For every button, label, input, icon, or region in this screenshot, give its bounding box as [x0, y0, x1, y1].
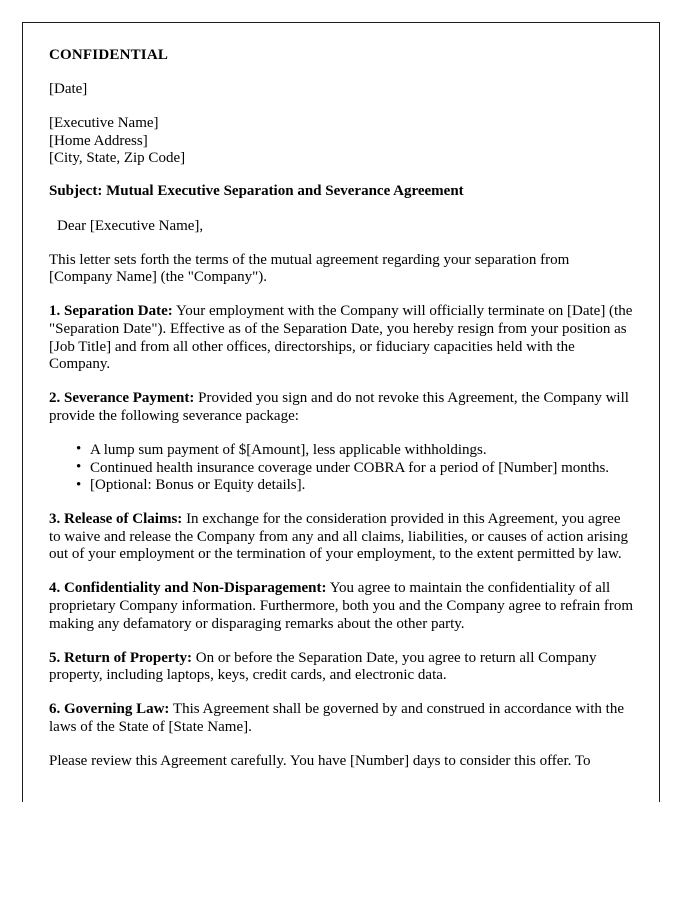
salutation: Dear [Executive Name], [57, 217, 204, 234]
section-release-of-claims [49, 511, 635, 564]
closing-paragraph: Please review this Agreement carefully. You have [Number] days to consider this offer. To [49, 753, 591, 770]
list-item: • Continued health insurance coverage under COBRA for a period of [Number] months. [49, 460, 635, 478]
section-heading: 6. Governing Law: [49, 701, 170, 718]
section-separation-date [49, 303, 635, 373]
intro-paragraph: This letter sets forth the terms of the mutual agreement regarding your separation from [Company Name] (the "Company"). [49, 251, 570, 286]
recipient-city-state-zip: [City, State, Zip Code] [49, 150, 186, 167]
section-body: In exchange for the consideration provided in this Agreement, you agree to waive and release the Company from any and all claims, liabilities, or causes of action arising out of your employment or the termination of your employment, to the extent permitted by law. [49, 511, 628, 563]
severance-bullet-list [49, 442, 635, 495]
section-heading: 4. Confidentiality and Non-Disparagement: [49, 580, 327, 597]
list-item: • [Optional: Bonus or Equity details]. [49, 477, 635, 495]
confidential-label: CONFIDENTIAL [49, 47, 169, 63]
recipient-address-block [49, 115, 635, 168]
section-body: Provided you sign and do not revoke this Agreement, the Company will provide the following severance package: [49, 390, 629, 424]
section-body: Your employment with the Company will officially terminate on [Date] (the "Separation Date"). Effective as of the Separation Date, you hereby resign from your position as [Job Title] and from all other offices, directorships, or fiduciary capacities held with the Company. [49, 303, 633, 373]
recipient-street-address: [Home Address] [49, 132, 148, 149]
section-severance-payment [49, 390, 635, 425]
section-heading: 3. Release of Claims: [49, 511, 183, 528]
section-heading: 1. Separation Date: [49, 303, 173, 320]
section-confidentiality-non-disparagement [49, 580, 635, 633]
section-return-of-property [49, 650, 635, 685]
section-heading: 2. Severance Payment: [49, 390, 195, 407]
document-frame [22, 22, 660, 802]
section-body: This Agreement shall be governed by and construed in accordance with the laws of the State of [State Name]. [49, 701, 624, 736]
document-body [49, 47, 635, 771]
list-item: • A lump sum payment of $[Amount], less applicable withholdings. [49, 442, 635, 460]
section-body: You agree to maintain the confidentiality of all proprietary Company information. Furthermore, both you and the Company agree to refrain from making any defamatory or disparaging remarks about the other party. [49, 580, 634, 632]
section-governing-law [49, 701, 635, 736]
subject-line: Subject: Mutual Executive Separation and Severance Agreement [49, 183, 464, 200]
recipient-name: [Executive Name] [49, 115, 159, 132]
date-placeholder: [Date] [49, 81, 88, 98]
section-body: On or before the Separation Date, you agree to return all Company property, including laptops, keys, credit cards, and electronic data. [49, 649, 597, 684]
section-heading: 5. Return of Property: [49, 649, 193, 666]
